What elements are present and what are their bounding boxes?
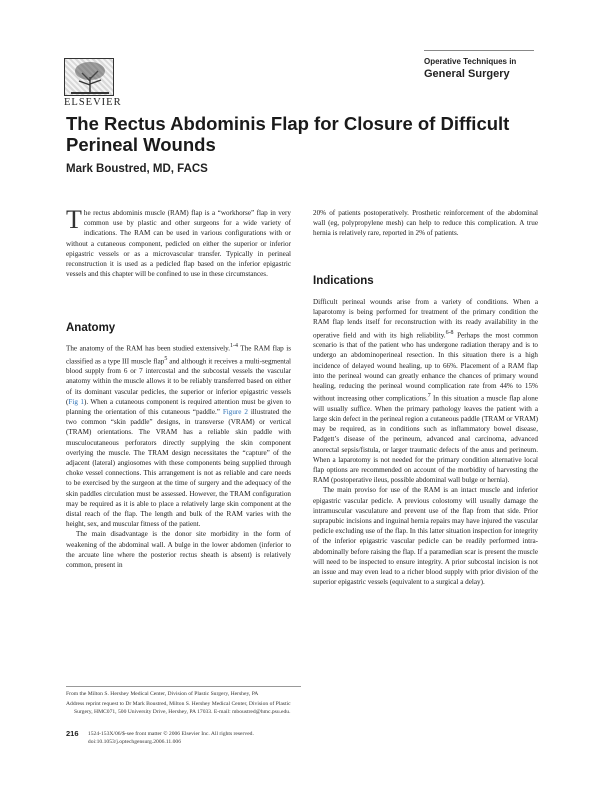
page-footer (66, 730, 254, 746)
anatomy-paragraph-2: The main disadvantage is the donor site morbidity in the form of weakening of the abdominal wall. A bulge in the lower abdomen (inferior to the arcuate line where the posterior rectus sheath is absent) is relatively common, present in (66, 530, 291, 570)
figure-1-link[interactable]: Fig 1 (68, 397, 84, 406)
indications-section (313, 297, 538, 587)
intro-paragraph (66, 205, 291, 279)
affiliation-footnote (66, 690, 301, 718)
journal-title: General Surgery (424, 68, 510, 80)
journal-header (424, 50, 534, 80)
anatomy-text-b: The RAM flap is classified as a type III muscle flap (66, 344, 291, 365)
affiliation-from: From the Milton S. Hershey Medical Center, Division of Plastic Surgery, Hershey, PA (66, 691, 259, 697)
anatomy-heading: Anatomy (66, 322, 116, 334)
indications-heading: Indications (313, 275, 374, 287)
continued-paragraph: 20% of patients postoperatively. Prosthetic reinforcement of the abdominal wall (eg, polypropylene mesh) can help to reduce this complication. A true hernia is relatively rare, reported in 2% of patients. (313, 209, 538, 238)
publisher-name: ELSEVIER (64, 97, 122, 108)
indications-text-a: Difficult perineal wounds arise from a variety of conditions. When a laparotomy is being performed for treatment of the primary condition the RAM flap lends itself for reconstruction with its ready availability in the operative field and with its high reliability. (313, 298, 538, 339)
anatomy-paragraph-1 (66, 341, 291, 529)
copyright-line: 1524-153X/06/$-see front matter © 2006 Elsevier Inc. All rights reserved. (87, 731, 254, 737)
indications-paragraph-2: The main proviso for use of the RAM is an intact muscle and inferior epigastric vascular pedicle. A previous colostomy will usually damage the intramuscular vasculature and prevent use of the flap from that side. Prior suprapubic incisions and inguinal hernia repairs may have injured the vascular pedicle excluding use of the flap. In this latter situation inspection for integrity of the inferior epigastric vascular pedicle can be readily performed intra-abdominally before raising the flap. If a paramedian scar is present the muscle will need to be inspected to ensure integrity. A prior subcostal incision is not an issue and may even lead to a richer blood supply with prior division of the superior epigastric vessels (equivalent to a surgical a delay). (313, 486, 538, 587)
indications-text-b: Perhaps the most common scenario is that of the patient who has undergone radiation therapy and is to undergo an abdominoperineal resection. In this situation there is a high incidence of delayed wound healing, up to 66%. Placement of a RAM flap into the perineal wound can greatly enhance the chances of primary wound healing, reducing the perineal wound complication rate from 44% to 15% without increasing other complications. (313, 330, 538, 403)
article-title: The Rectus Abdominis Flap for Closure of Difficult Perineal Wounds (66, 113, 510, 155)
journal-rule (424, 50, 534, 51)
anatomy-text-a: The anatomy of the RAM has been studied extensively. (66, 344, 231, 353)
article-author: Mark Boustred, MD, FACS (66, 163, 208, 175)
doi-line: doi:10.1053/j.optechgensurg.2006.11.006 (87, 739, 181, 745)
right-column (313, 208, 538, 239)
indications-text-c: In this situation a muscle flap alone will usually suffice. When the primary pathology leaves the patient with a large skin defect in the perineal region a cutaneous paddle (TRAM or VRAM) may be required, as in conditions such as inflammatory bowel disease, Padgett’s disease of the perineum, advanced anal carcinoma, advanced anorectal sepsis/fistula, or larger traumatic defects of the anus and perineum. When a laparotomy is not needed for the primary condition alternative local flap options are recommended on account of the morbidity of harvesting the RAM (postoperative ileus, possible abdominal wall bulge or hernia). (313, 394, 538, 485)
anatomy-text-e: illustrated the two common “skin paddle” designs, in transverse (VRAM) or vertical (TRAM) orientations. The VRAM has a reliable skin paddle with musculocutaneous perforators directly supplying the skin component overlying the muscle. The TRAM design necessitates the “capture” of the adjacent (lateral) angiosomes with these components being supplied through choke vessel connections. This arrangement is not as reliable and care needs to be exercised by the surgeon at the time of surgery and the adequacy of the skin paddles circulation must be assessed. However, the TRAM configuration may be required as it is able to place a relatively large skin component at the distal reach of the flap. The length and bulk of the RAM varies with the height, sex, and muscular fitness of the patient. (66, 407, 291, 529)
reprint-address: Address reprint request to Dr Mark Boustred, Milton S. Hershey Medical Center, Division of Plastic Surgery, HMC071, 500 University Drive, Hershey, PA 17033. E-mail: mboustred@hmc.psu.edu. (66, 701, 291, 715)
tree-emblem-icon (64, 58, 114, 96)
anatomy-text-d: ). When a cutaneous component is required attention must be given to planning the orientation of this cutaneous “paddle.” (66, 397, 291, 416)
figure-2-link[interactable]: Figure 2 (222, 407, 248, 416)
citation-ref: 7 (427, 393, 431, 400)
citation-ref: 6-8 (445, 329, 454, 336)
publisher-logo (64, 58, 122, 108)
drop-cap: T (66, 205, 82, 234)
left-column (66, 205, 291, 279)
citation-ref: 1-4 (230, 343, 238, 349)
intro-text: he rectus abdominis muscle (RAM) flap is a “workhorse” flap in very common use by plastic and other surgeons for a wide variety of indications. The RAM can be used in various configurations with or without a cutaneous component, pedicled on either the superior or inferior epigastric vessels or as a microvascular transfer. Typically in perineal reconstruction it is used as a pedicled flap based on the inferior epigastric vessels and this chapter will be confined to use in these circumstances. (66, 209, 291, 279)
footnote-rule (66, 686, 301, 687)
journal-title-prefix: Operative Techniques in (424, 57, 517, 66)
page-number: 216 (66, 729, 79, 738)
copyright-block (88, 730, 254, 746)
anatomy-section (66, 341, 291, 570)
anatomy-text-c: and although it receives a multi-segmental blood supply from 6 or 7 intercostal and the subcostal vessels the vascular anatomy within the muscle allows it to be reliably transferred based on either of its dominant vascular pedicles, the superior or inferior epigastric vessels ( (66, 356, 291, 406)
indications-paragraph-1 (313, 297, 538, 485)
citation-ref: 5 (164, 355, 168, 362)
